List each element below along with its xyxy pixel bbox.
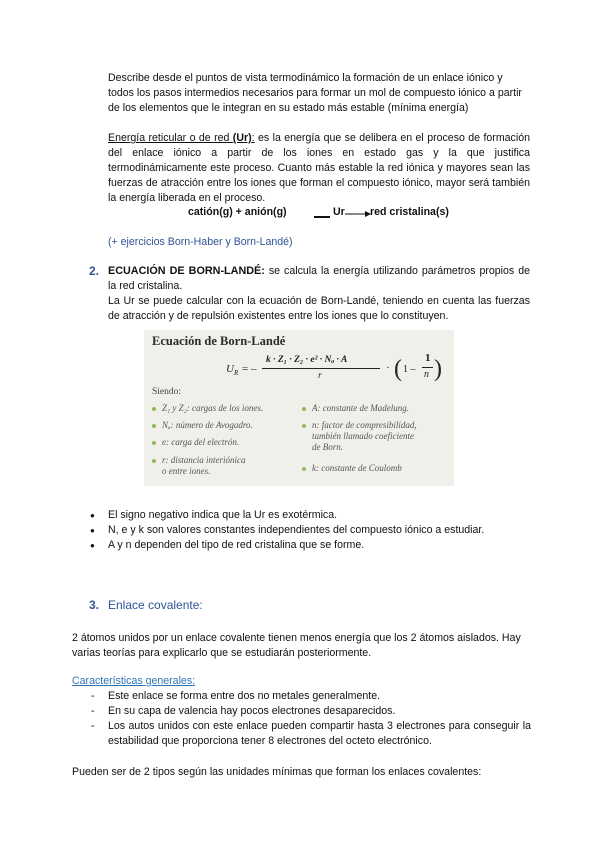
- formula-equals: = –: [242, 363, 257, 375]
- formula-paren-close: ): [434, 356, 442, 382]
- section-2-paragraph: La Ur se puede calcular con la ecuación de Born-Landé, teniendo en cuenta las fuerzas de atracción y de repulsión existentes entre los iones que lo constituyen.: [108, 295, 530, 322]
- caracteristicas-list: [89, 689, 531, 749]
- born-lande-notes: [90, 508, 530, 553]
- figure-right-item-continued: también llamado coeficiente: [312, 431, 414, 441]
- figure-siendo: Siendo:: [152, 387, 182, 397]
- energia-reticular-paragraph: [108, 131, 530, 206]
- caracteristicas-heading: Características generales:: [72, 675, 196, 687]
- final-paragraph: Pueden ser de 2 tipos según las unidades mínimas que forman los enlaces covalentes:: [72, 766, 482, 778]
- figure-left-item: Nₐ: número de Avogadro.: [152, 420, 253, 431]
- reaction-equation: [108, 205, 530, 221]
- section-2-title: ECUACIÓN DE BORN-LANDÉ:: [108, 265, 265, 277]
- born-lande-figure: [144, 330, 454, 486]
- energia-colon: :: [251, 132, 255, 144]
- figure-left-item-continued: o entre iones.: [162, 466, 211, 476]
- formula-paren-open: (: [394, 356, 402, 382]
- formula-fraction-bar: [262, 368, 380, 369]
- list-item: ● N, e y k son valores constantes independientes del compuesto iónico a estudiar.: [90, 523, 530, 538]
- figure-right-item-continued: de Born.: [312, 442, 343, 452]
- figure-left-item: e: carga del electrón.: [152, 437, 239, 448]
- figure-left-item: Z₁ y Z₂: cargas de los iones.: [152, 403, 263, 414]
- figure-left-item: r: distancia interiónica: [152, 455, 246, 466]
- equation-underline: [314, 216, 330, 218]
- reaction-arrow-icon: [345, 210, 371, 218]
- equation-product: red cristalina(s): [370, 206, 449, 218]
- formula-dot: ·: [386, 362, 390, 374]
- formula-denominator: r: [318, 371, 322, 381]
- formula-paren-one: 1 –: [403, 364, 416, 375]
- formula-paren-numerator: 1: [425, 352, 431, 364]
- figure-right-item: A: constante de Madelung.: [302, 403, 409, 414]
- intro-paragraph: Describe desde el puntos de vista termodinámico la formación de un enlace iónico y todos los pasos intermedios necesarios para formar un mol de compuesto iónico a partir de los elementos que le integran en su estado más estable (mínima energía): [108, 72, 522, 114]
- list-item: - Este enlace se forma entre dos no metales generalmente.: [89, 689, 531, 704]
- formula-paren-bar: [422, 367, 433, 368]
- energia-term: Energía reticular o de red: [108, 132, 233, 144]
- section-2-number: 2.: [89, 264, 100, 278]
- formula-numerator: k · Z₁ · Z₂ · e² · Nₐ · A: [266, 355, 348, 365]
- list-item: ● El signo negativo indica que la Ur es exotérmica.: [90, 508, 530, 523]
- formula-paren-denominator: n: [424, 369, 429, 380]
- equation-reactants: catión(g) + anión(g): [188, 206, 287, 218]
- figure-title: Ecuación de Born-Landé: [152, 334, 286, 348]
- section-3-title: Enlace covalente:: [108, 598, 203, 612]
- born-lande-formula: [226, 352, 442, 394]
- section-3-number: 3.: [89, 598, 100, 612]
- exercises-note: (+ ejercicios Born-Haber y Born-Landé): [108, 236, 293, 248]
- section-2-heading: [108, 264, 530, 294]
- list-item: - En su capa de valencia hay pocos electrones desaparecidos.: [89, 704, 531, 719]
- figure-right-item: k: constante de Coulomb: [302, 463, 402, 474]
- energia-abbr: (Ur): [232, 132, 252, 144]
- formula-lhs: $U_R$: [226, 363, 239, 378]
- list-item: - Los autos unidos con este enlace pueden compartir hasta 3 electrones para conseguir la estabilidad que proporciona tener 8 electrones del octeto electrónico.: [89, 719, 531, 749]
- section-2-title-rest: se calcula la energía utilizando parámetros propios de la red cristalina.: [108, 265, 530, 292]
- energia-definition: es la energía que se delibera en el proceso de formación del enlace iónico a partir de los iones en estado gas y la que justifica termodinámicamente este proceso. Cuanto más estable la red iónica y mayores sean las fuerzas de atracción entre los iones que forman el compuesto iónico, mayor será también la energía liberada en el proceso.: [108, 132, 530, 204]
- figure-right-item: n: factor de compresibilidad,: [302, 420, 417, 431]
- equation-ur: Ur: [333, 206, 345, 218]
- section-3-paragraph: 2 átomos unidos por un enlace covalente tienen menos energía que los 2 átomos aislados. Hay varias teorías para explicarlo que se estudiarán posteriormente.: [72, 632, 521, 659]
- list-item: ● A y n dependen del tipo de red cristalina que se forme.: [90, 538, 530, 553]
